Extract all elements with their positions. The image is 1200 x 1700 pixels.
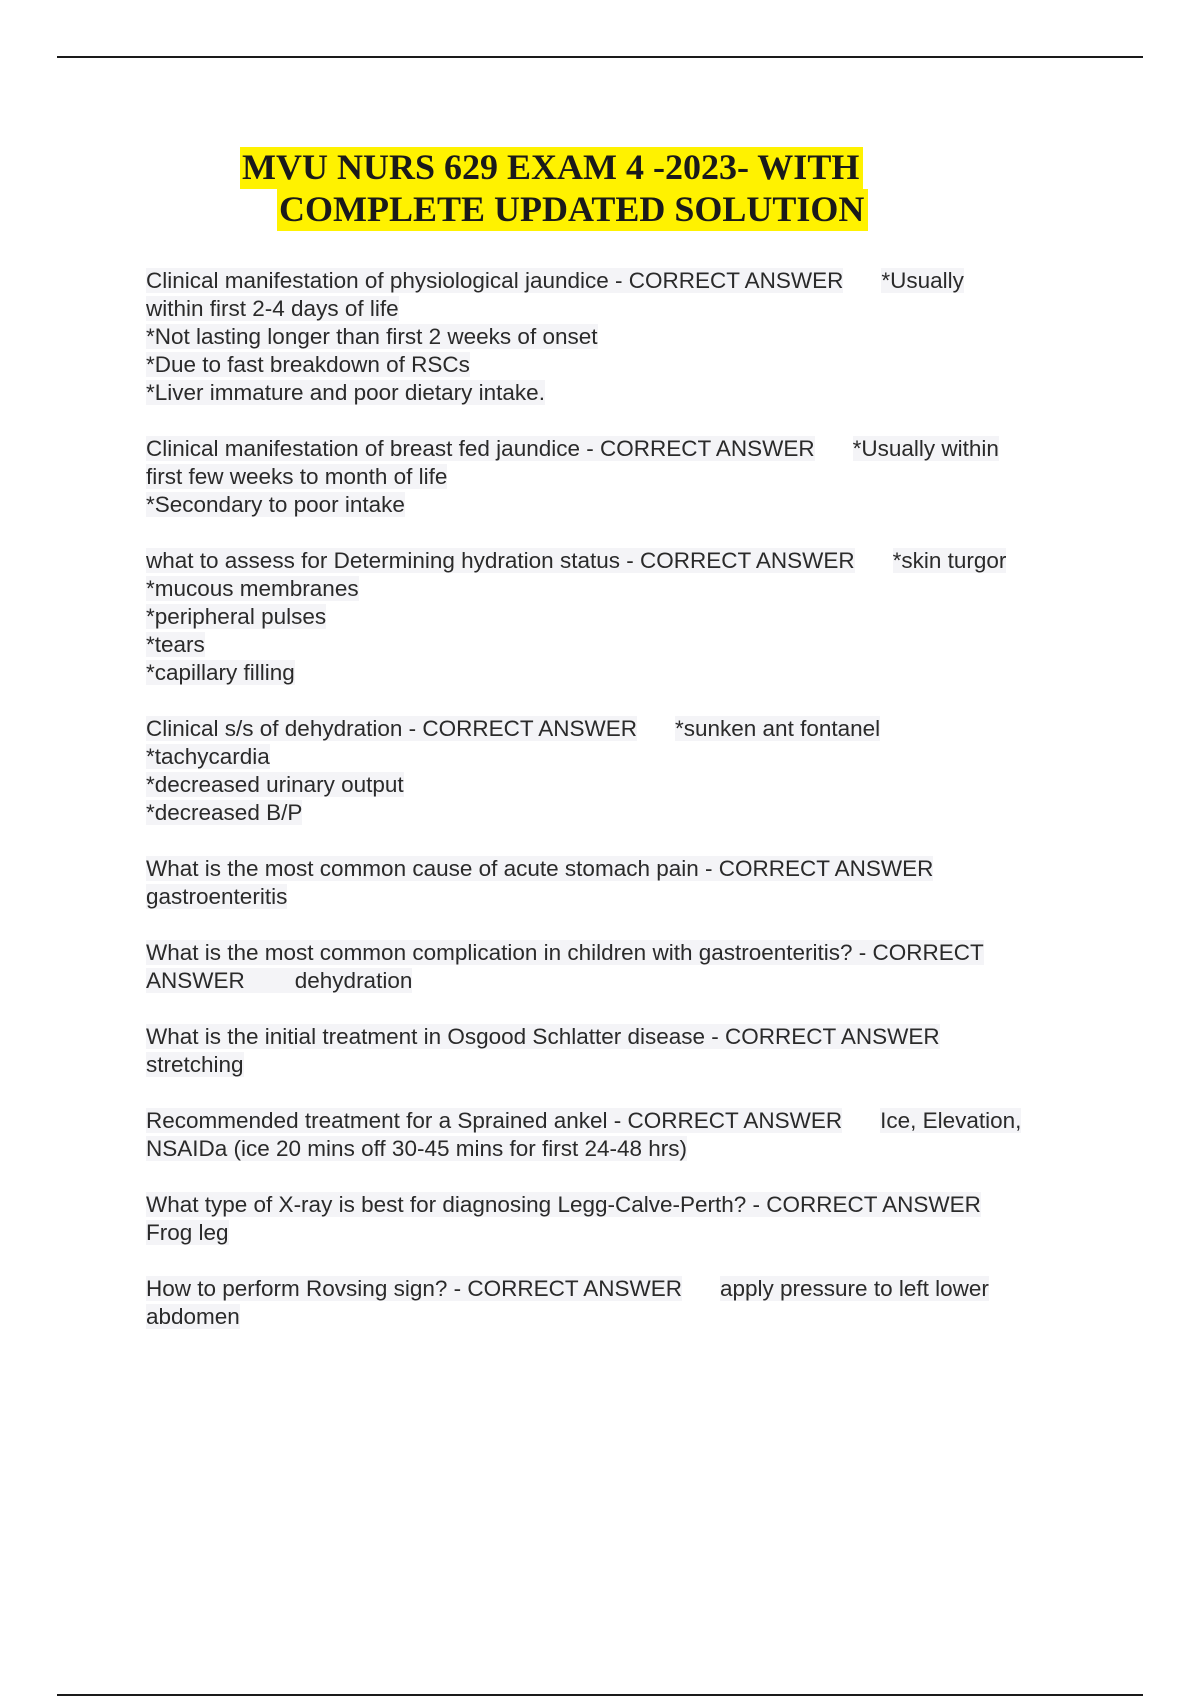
qa-answer-text: *decreased urinary output: [146, 772, 404, 797]
qa-answer-line: [146, 575, 1096, 603]
qa-answer-text: *tachycardia: [146, 744, 270, 769]
qa-answer-text: Frog leg: [146, 1220, 229, 1245]
qa-answer-text: *Secondary to poor intake: [146, 492, 405, 517]
title-line-2: [277, 188, 868, 230]
qa-answer-line: [146, 1219, 1096, 1247]
qa-question-line: [146, 855, 1096, 883]
qa-question-line: [146, 1023, 1096, 1051]
qa-item: [146, 1107, 1096, 1163]
qa-answer-line: [146, 967, 1096, 995]
qa-answer-text: abdomen: [146, 1304, 240, 1329]
qa-question: Recommended treatment for a Sprained ankel - CORRECT ANSWER: [146, 1108, 843, 1133]
qa-answer-text: *Liver immature and poor dietary intake.: [146, 380, 545, 405]
qa-question-line: [146, 1275, 1096, 1303]
title-line-2-text: COMPLETE UPDATED SOLUTION: [277, 189, 868, 231]
qa-question-line: [146, 715, 1096, 743]
qa-answer: *Usually: [881, 268, 964, 293]
qa-question: Clinical manifestation of physiological jaundice - CORRECT ANSWER: [146, 268, 844, 293]
qa-answer-line: [146, 771, 1096, 799]
qa-item: [146, 547, 1096, 687]
qa-answer-line: [146, 883, 1096, 911]
title-line-1: [240, 146, 863, 188]
qa-answer-line: [146, 631, 1096, 659]
qa-answer: *Usually within: [852, 436, 999, 461]
qa-item: [146, 267, 1096, 407]
qa-answer-text: *capillary filling: [146, 660, 295, 685]
qa-answer-line: [146, 799, 1096, 827]
top-rule: [57, 56, 1143, 58]
qa-answer-text: first few weeks to month of life: [146, 464, 448, 489]
qa-answer: apply pressure to left lower: [719, 1276, 989, 1301]
qa-answer-text: ANSWER dehydration: [146, 968, 413, 993]
qa-item: [146, 715, 1096, 827]
qa-question: What type of X-ray is best for diagnosing Legg-Calve-Perth? - CORRECT ANSWER: [146, 1192, 981, 1217]
qa-answer-line: [146, 295, 1096, 323]
qa-answer: Ice, Elevation,: [880, 1108, 1022, 1133]
document-title: [240, 146, 940, 230]
qa-answer-line: [146, 1135, 1096, 1163]
qa-answer: *sunken ant fontanel: [674, 716, 881, 741]
qa-question-line: [146, 435, 1096, 463]
qa-item: [146, 1023, 1096, 1079]
qa-answer-text: *mucous membranes: [146, 576, 359, 601]
qa-item: [146, 1191, 1096, 1247]
qa-question-line: [146, 547, 1096, 575]
qa-answer-text: *decreased B/P: [146, 800, 303, 825]
qa-answer-text: gastroenteritis: [146, 884, 288, 909]
qa-answer-line: [146, 743, 1096, 771]
qa-question-line: [146, 1107, 1096, 1135]
qa-question: Clinical s/s of dehydration - CORRECT ANSWER: [146, 716, 637, 741]
qa-question-line: [146, 939, 1096, 967]
qa-question: What is the most common complication in children with gastroenteritis? - CORRECT: [146, 940, 984, 965]
qa-item: [146, 1275, 1096, 1331]
qa-question: How to perform Rovsing sign? - CORRECT ANSWER: [146, 1276, 682, 1301]
qa-answer-text: *Due to fast breakdown of RSCs: [146, 352, 470, 377]
qa-question: what to assess for Determining hydration status - CORRECT ANSWER: [146, 548, 855, 573]
qa-answer-text: within first 2-4 days of life: [146, 296, 399, 321]
qa-question-line: [146, 1191, 1096, 1219]
qa-answer-line: [146, 603, 1096, 631]
qa-answer-line: [146, 1051, 1096, 1079]
qa-answer-text: *Not lasting longer than first 2 weeks of onset: [146, 324, 598, 349]
qa-answer-text: *tears: [146, 632, 205, 657]
qa-item: [146, 435, 1096, 519]
qa-list: [146, 267, 1096, 1359]
qa-item: [146, 855, 1096, 911]
qa-question-line: [146, 267, 1096, 295]
qa-answer-text: NSAIDa (ice 20 mins off 30-45 mins for first 24-48 hrs): [146, 1136, 688, 1161]
qa-answer: *skin turgor: [892, 548, 1007, 573]
qa-answer-line: [146, 463, 1096, 491]
qa-answer-line: [146, 659, 1096, 687]
qa-answer-text: stretching: [146, 1052, 244, 1077]
bottom-rule: [57, 1694, 1143, 1696]
qa-answer-line: [146, 1303, 1096, 1331]
title-line-1-text: MVU NURS 629 EXAM 4 -2023- WITH: [240, 147, 863, 189]
qa-answer-line: [146, 351, 1096, 379]
qa-question: What is the initial treatment in Osgood Schlatter disease - CORRECT ANSWER: [146, 1024, 940, 1049]
qa-question: What is the most common cause of acute stomach pain - CORRECT ANSWER: [146, 856, 934, 881]
qa-item: [146, 939, 1096, 995]
qa-answer-text: *peripheral pulses: [146, 604, 327, 629]
qa-question: Clinical manifestation of breast fed jaundice - CORRECT ANSWER: [146, 436, 815, 461]
qa-answer-line: [146, 379, 1096, 407]
qa-answer-line: [146, 491, 1096, 519]
qa-answer-line: [146, 323, 1096, 351]
